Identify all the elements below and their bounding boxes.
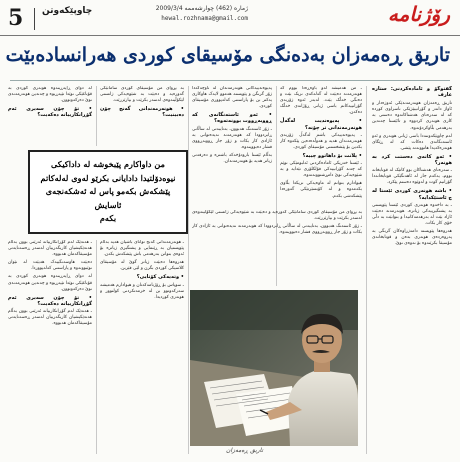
article-column-4-lower (100, 240, 184, 454)
pull-quote-box (28, 150, 188, 234)
interview-question: • پەیوەندیت لەگەڵ هونەرمەندانی تر چۆنە؟ (280, 118, 362, 131)
column-paragraph: هیوادارم بتوانم لە ماوەیەکی نزیکدا بڵاوی بکەمەوە و لە کۆنسێرتێکی گەورەدا پێشکەشی بکەم. (280, 181, 362, 199)
interview-question: • تۆ چۆن سەیری ئەم گۆڕانکارییانە دەکەیت؟ (8, 294, 92, 307)
headline-divider (10, 80, 450, 81)
column-paragraph: هەروەها پێویستە دامەزراوەکان گرنگی بە پەروەردەی هونەری بدەن و قوتابخانەی مۆسیقا بکرێنەوە بۆ نەوەی نوێ. (372, 228, 452, 247)
column-paragraph: ـ سوپاس بۆ ڕۆژنامەکەتان و هیوادارم هەمیشە سەرکەوتوو بن لە خزمەتکردنی کولتوور و هونەری کوردیدا. (100, 282, 184, 300)
column-paragraph: بە بڕوای من مۆسیقای کوردی سامانێکی گەورەیە و دەبێت بە شێوەیەکی زانستی لێکۆڵینەوەی لەسەر بکرێت و بپارێزرێت. (192, 210, 362, 222)
column-divider (366, 86, 367, 454)
article-column-mid (192, 210, 362, 286)
article-byline: گفتوگۆ و ئامادەکردنی: ستارە عارف (372, 86, 452, 99)
article-headline: تاریق ڕەمەزان بەدەنگی مۆسیقای کوردی هەرانسادەبێت (5, 44, 450, 66)
issue-date-line: ژمارە (462) چوارشەممە 2009/3/4 (155, 5, 248, 12)
article-column-1 (372, 86, 452, 456)
article-column-4 (100, 86, 184, 146)
pull-quote-line: نیوەدۆلتیدا دادایانی بکرێو لەوی لەلەکاتم (40, 172, 176, 183)
article-column-5 (8, 86, 92, 146)
column-paragraph: لەم چاوپێکەوتنەدا باسی ژیانی هونەری و ئەو ئاستەنگانەی دەکات کە لە ڕێگای هونەرەکەیدا هاتوونەتە پێشی. (372, 133, 452, 151)
pull-quote-line: بکەم (99, 213, 117, 223)
interview-question: • پلانت بۆ داهاتوو چییە؟ (302, 152, 362, 159)
interview-question: • هونەرمەندانی گەنج چۆن دەبینیت؟ (100, 106, 184, 119)
column-divider (188, 86, 189, 454)
interview-question: • تۆ چۆن سەیری ئەم گۆڕانکارییانە دەکەیت؟ (8, 106, 92, 119)
interview-question: • ئەو ئاستەنگانەی کە ڕووبەڕووت بوونەتەوە؟ (192, 112, 272, 125)
contact-email: hewal.rozhnama@gmail.com (161, 15, 248, 22)
column-paragraph: ـ سەرەتای هەشتاکان بوو کاتێک لە قوتابخانە بووم، یەکەم جار لە ئاهەنگێکی قوتابخانەدا گۆرانیم گوت و لەوێوە دەستم پێکرد. (372, 168, 452, 186)
pull-quote-line: من داواکارم پێبخوشە لە داداکیکی (50, 159, 165, 169)
interview-question: • باشە هونەری کوردی ئێستا لە چ ئاستێکدایە؟ (372, 188, 452, 201)
column-divider (96, 86, 97, 146)
column-paragraph: ـ هەندێک لەم گۆڕانکارییانە ئەرێنی بوون بەڵام هەندێکیشیان کاریگەرییان لەسەر ڕەسەنایەتی مۆسیقاکەمان هەبووە. (8, 240, 92, 258)
column-paragraph: لە دوای ڕاپەڕینەوە هونەری کوردی بە قۆناغێکی نوێدا تێپەڕیوە و چەندین هونەرمەندی نوێ دەرکەوتوون. (8, 274, 92, 292)
column-paragraph: لە دوای ڕاپەڕینەوە هونەری کوردی بە قۆناغێکی نوێدا تێپەڕیوە و چەندین هونەرمەندی نوێ دەرکەوتوون. (8, 86, 92, 104)
column-paragraph: ـ من هەمیشە لەو باوەڕەدا بووم کە هونەرمەند دەبێت لە گەلەکەی نزیک بێت و دەنگی خەڵک بێت. لەبەر ئەوە زۆربەی گۆرانییەکانم باسی ژیانی ڕۆژانەی خەڵک دەکەن. (280, 86, 362, 116)
column-paragraph: پەیوەندییەکانی هونەرمەندان لە ناوچەکەدا زۆر گرنگن و پێویستە هەموو لایەک هاوکاری یەکتر بن بۆ پاراستنی کەلەپووری مۆسیقای کوردی. (192, 86, 272, 110)
column-paragraph: دەبێت هاوسەنگییەک هەبێت لە نێوان نوێبوونەوە و پاراستنی کەلەپووردا. (8, 260, 92, 272)
artist-photo-illustration (190, 290, 358, 446)
masthead-divider (34, 8, 35, 30)
column-divider (96, 240, 97, 454)
section-label: چاوپێکەوتن (42, 6, 93, 16)
column-paragraph: ـ بە داخەوە هونەری کوردی ئێستا پێویستی بە پشتگیرییەکی زیاترە، هونەرمەند دەبێت ئازاد بێت لە بەرهەمەکانیدا و بتوانێت بە دڵی خۆی کار بکات. (372, 202, 452, 226)
column-paragraph: ـ هونەرمەندانی گەنج توانای باشیان هەیە بەڵام پێویستیان بە ڕێنمایی و پشتگیری زیاترە بۆ ئەوەی بتوانن بەرهەمی باش پێشکەش بکەن. (100, 240, 184, 258)
newspaper-logo: رۆژنامە (387, 2, 450, 26)
artist-photo (190, 290, 358, 446)
column-paragraph: بەڵام ئێستا بارودۆخەکە باشترە و دەرفەتی زیاتر هەیە بۆ هونەرمەندان. (192, 152, 272, 165)
column-paragraph: تاریق ڕەمەزان هونەرمەندێکی ئەوزەدار و ئاواز دانەر و گۆرانیبێژێکی ناسراوی کوردە کە لە سەرەتای هەشتاکانەوە دەستی بە کاری هونەری کردووە و تائێستا چەندین بەرهەمی بڵاوکردۆتەوە. (372, 101, 452, 131)
photo-signature: تاریق ڕەمەزان (226, 447, 264, 454)
interview-question: • ئەو کاتەی دەستت کرد بە هونەر؟ (372, 153, 452, 167)
column-paragraph: ـ هەندێک لەم گۆڕانکارییانە ئەرێنی بوون بەڵام هەندێکیشیان کاریگەرییان لەسەر ڕەسەنایەتی مۆسیقاکەمان هەبووە. (8, 308, 92, 327)
pull-quote-line: پێشکەش بکەمو پاس لە ئەشکەنجەی ئاسایش (45, 186, 171, 210)
page-number: 5 (8, 5, 24, 31)
column-paragraph: بە بڕوای من مۆسیقای کوردی سامانێکی گەورەیە و دەبێت بە شێوەیەکی زانستی لێکۆڵینەوەی لەسەر بکرێت و بپارێزرێت. (100, 86, 184, 104)
interview-question: • وتەیەکی کۆتایی؟ (136, 274, 184, 281)
column-paragraph: ـ ئێستا خەریکی ئامادەکردنی ئەلبومێکی نوێم کە چەند گۆرانییەکی فۆلکلۆری تێدایە و بە شێوەیەکی نوێ دامڕشتوونەتەوە. (280, 161, 362, 179)
column-paragraph: ـ زۆر ئاستەنگ هەبوون، بەتایبەتی لە ساڵانی ڕابردوودا کە هونەرمەند نەیدەتوانی بە ئازادی کار بکات و زۆر جار ڕووبەڕووی فشار دەبووینەوە. (192, 224, 362, 236)
column-paragraph: ـ پەیوەندییەکی باشم لەگەڵ زۆربەی هونەرمەندان هەیە و هەوڵدەدەین پێکەوە کار بکەین بۆ پێشخستنی مۆسیقای کوردی. (280, 132, 362, 150)
article-column-5-lower (8, 240, 92, 454)
masthead (0, 0, 460, 36)
column-paragraph: هەروەها دەبێت زیاتر گوێ لە مۆسیقای کلاسیکی کوردی بگرن و لێی فێربن. (100, 260, 184, 272)
column-paragraph: ـ زۆر ئاستەنگ هەبوون، بەتایبەتی لە ساڵانی ڕابردوودا کە هونەرمەند نەیدەتوانی بە ئازادی کار بکات و زۆر جار ڕووبەڕووی فشار دەبووینەوە. (192, 126, 272, 150)
